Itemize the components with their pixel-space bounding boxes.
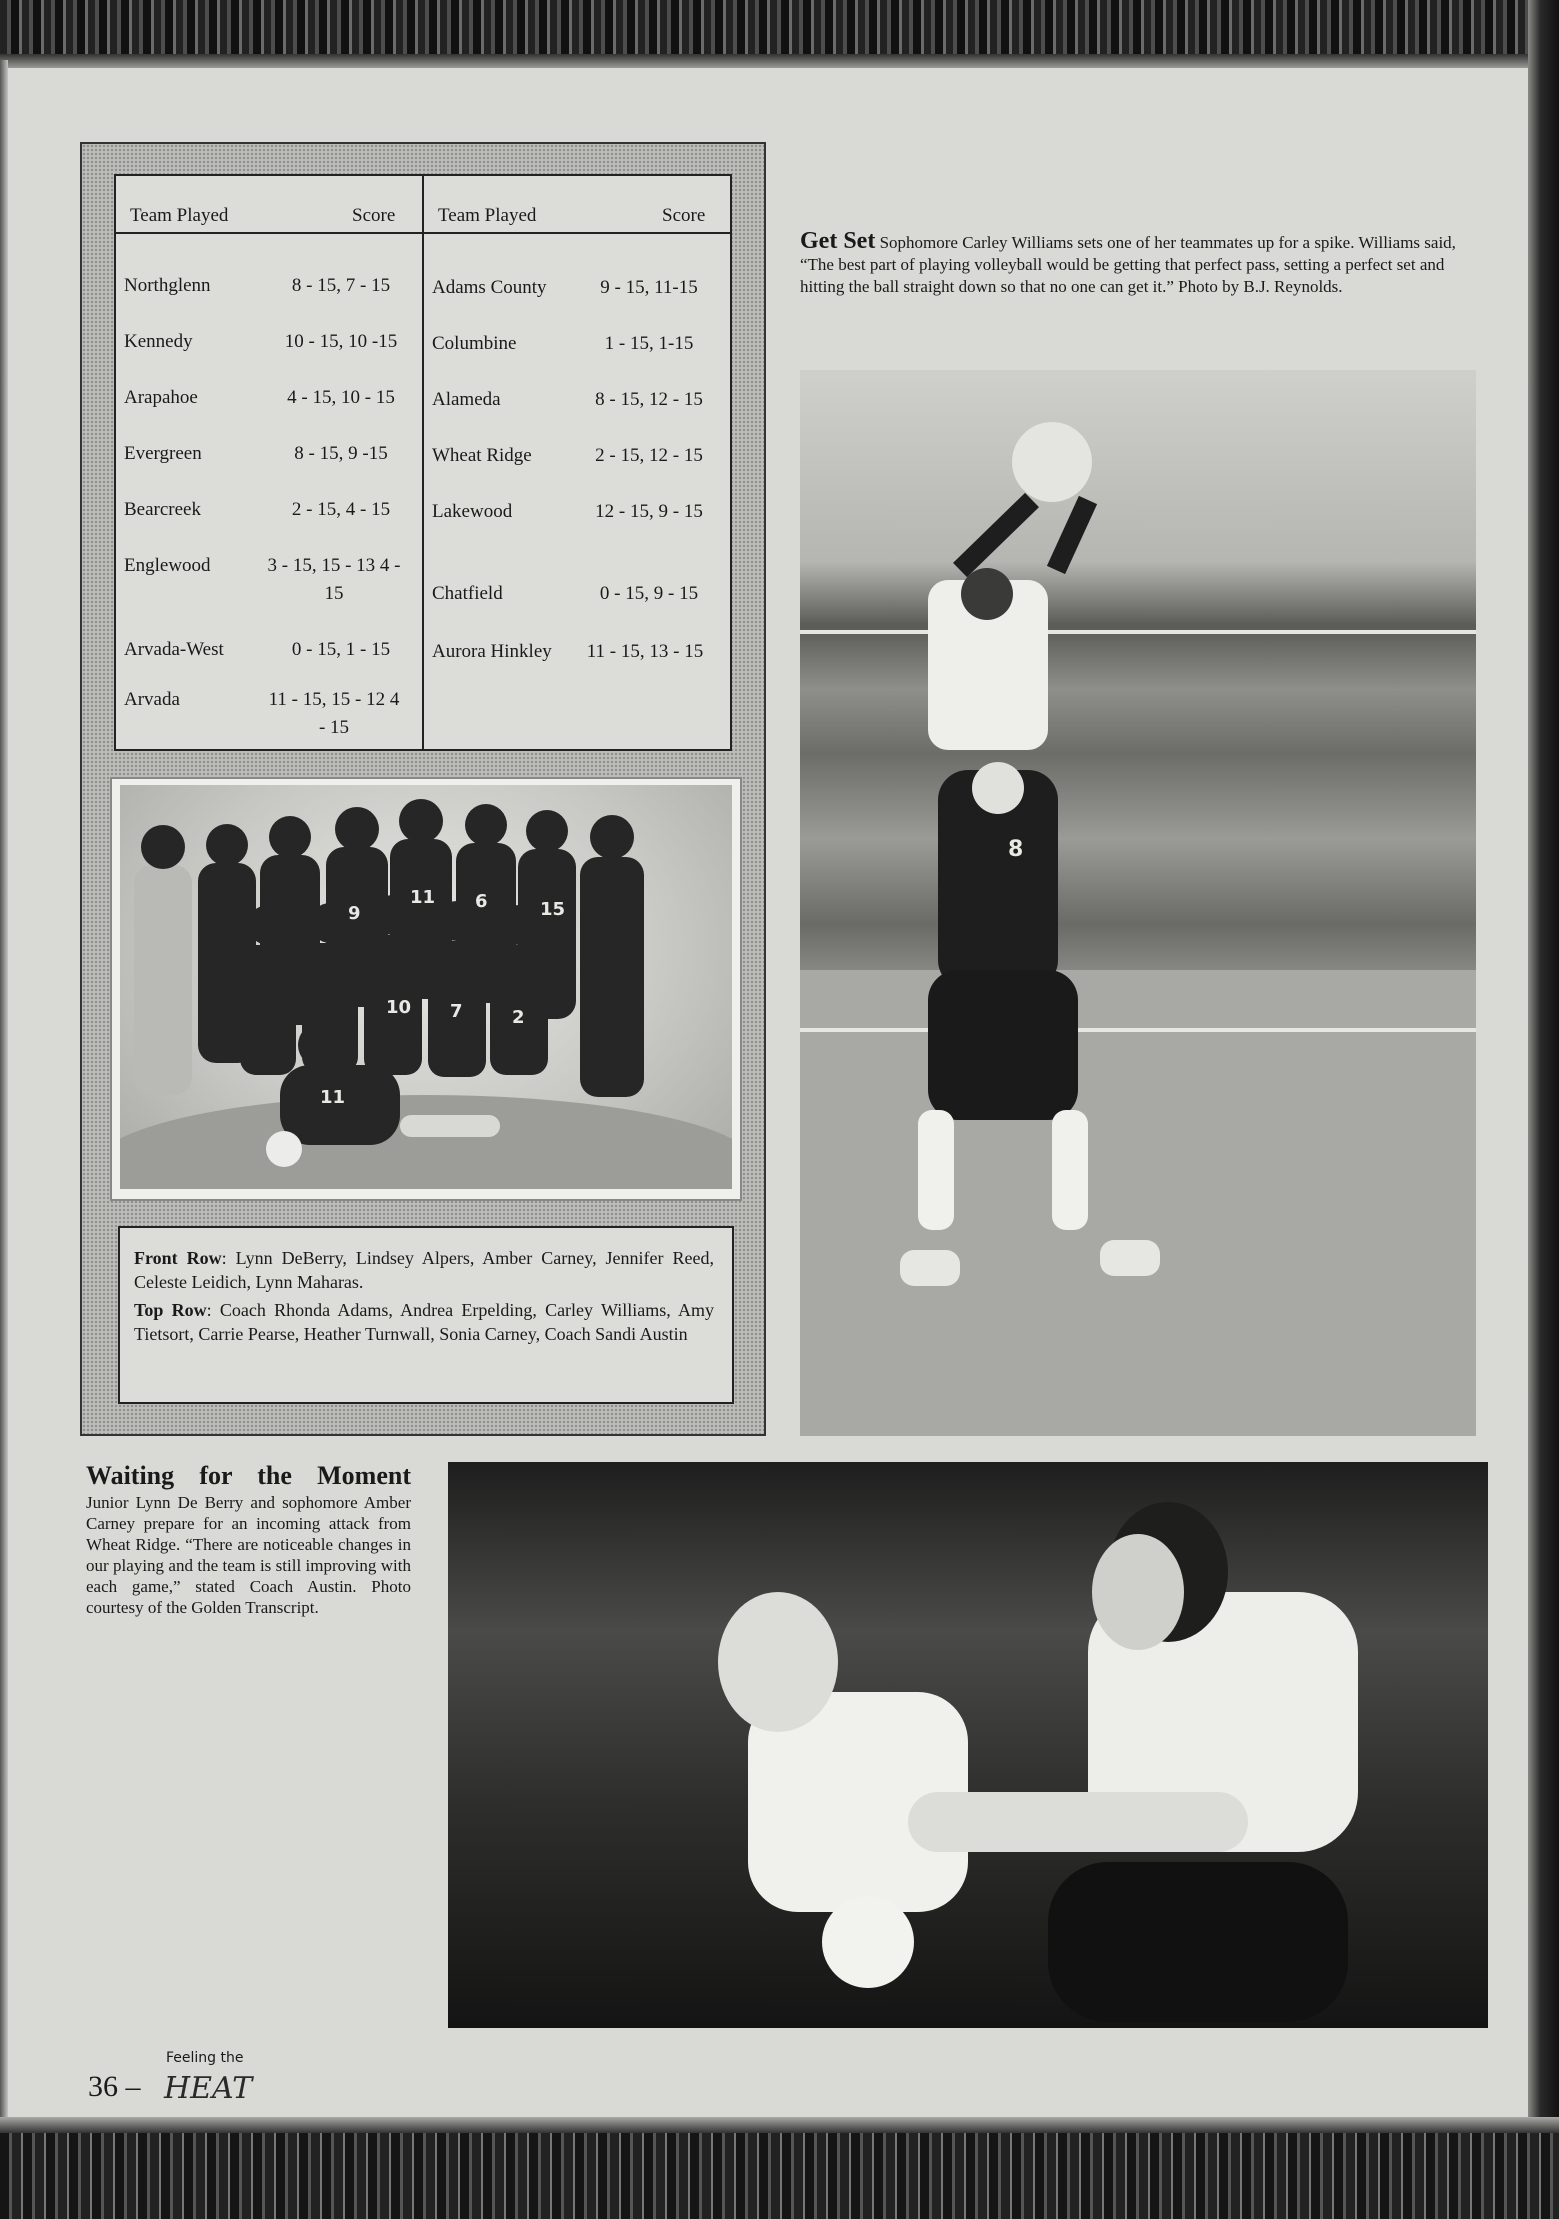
front-row-label: Front Row	[134, 1248, 222, 1268]
jersey-number: 10	[386, 997, 412, 1018]
left-score: 11 - 15, 15 - 12 4 - 15	[268, 689, 400, 738]
jersey-number: 2	[512, 1007, 525, 1028]
right-team: Wheat Ridge	[432, 445, 532, 466]
waiting-caption	[86, 1460, 411, 1618]
jersey-number: 9	[348, 903, 361, 924]
left-score: 8 - 15, 7 - 15	[291, 275, 391, 296]
folio-tagline: Feeling the	[166, 2050, 244, 2066]
setter-photo-art	[800, 370, 1476, 1436]
right-score: 12 - 15, 9 - 15	[595, 501, 703, 522]
header-team-left: Team Played	[130, 205, 229, 226]
header-team-right: Team Played	[438, 205, 537, 226]
left-score: 10 - 15, 10 -15	[284, 331, 398, 352]
top-row-names: : Coach Rhonda Adams, Andrea Erpelding, Carley Williams, Amy Tietsort, Carrie Pearse, Heather Turnwall, Sonia Carney, Coach Sandi Austin	[134, 1300, 714, 1344]
get-set-heading: Get Set	[800, 228, 876, 254]
left-team: Arvada-West	[124, 639, 224, 660]
right-score: 9 - 15, 11-15	[600, 277, 698, 298]
heat-logo	[162, 2066, 266, 2106]
jersey-number: 6	[475, 891, 488, 912]
left-team: Northglenn	[124, 275, 211, 296]
setter-photo	[800, 370, 1476, 1436]
right-score: 2 - 15, 12 - 15	[595, 445, 703, 466]
right-team: Adams County	[432, 277, 547, 298]
top-row-label: Top Row	[134, 1300, 207, 1320]
left-score: 0 - 15, 1 - 15	[291, 639, 391, 660]
waiting-body: Junior Lynn De Berry and sophomore Amber Carney prepare for an incoming attack from Wheat Ridge. “There are noticeable changes in our playing and the team is still improving with each game,” stated Coach Austin. Photo courtesy of the Golden Transcript.	[86, 1493, 411, 1617]
right-score: 8 - 15, 12 - 15	[595, 389, 703, 410]
right-team: Lakewood	[432, 501, 513, 522]
top-row-text	[134, 1298, 714, 1346]
left-score: 3 - 15, 15 - 13 4 - 15	[267, 555, 401, 604]
left-score: 4 - 15, 10 - 15	[287, 387, 395, 408]
left-team: Evergreen	[124, 443, 202, 464]
jersey-number: 8	[1008, 837, 1024, 862]
right-score: 0 - 15, 9 - 15	[599, 583, 699, 604]
waiting-heading: Waiting for the Moment	[86, 1461, 411, 1490]
roster-caption	[118, 1226, 734, 1404]
front-row-text	[134, 1246, 714, 1294]
right-team: Columbine	[432, 333, 517, 354]
left-team: Arapahoe	[124, 387, 198, 408]
front-row-names: : Lynn DeBerry, Lindsey Alpers, Amber Carney, Jennifer Reed, Celeste Leidich, Lynn Maharas.	[134, 1248, 714, 1292]
top-page-edge	[0, 0, 1559, 68]
heat-logo-text: HEAT	[164, 2071, 253, 2106]
jersey-number: 11	[320, 1087, 346, 1108]
team-photo-art	[120, 785, 732, 1189]
table-header-rule	[116, 232, 730, 234]
score-table	[114, 174, 732, 751]
jersey-number: 15	[540, 899, 566, 920]
right-team: Alameda	[432, 389, 501, 410]
dig-photo-art	[448, 1462, 1488, 2028]
jersey-number: 7	[450, 1001, 463, 1022]
left-team: Arvada	[124, 689, 180, 710]
right-score: 1 - 15, 1-15	[604, 333, 694, 354]
right-score: 11 - 15, 13 - 15	[586, 641, 704, 662]
team-photo	[120, 785, 732, 1189]
bottom-page-edge	[0, 2117, 1559, 2219]
header-score-right: Score	[662, 205, 706, 226]
left-score: 2 - 15, 4 - 15	[291, 499, 391, 520]
get-set-body: Sophomore Carley Williams sets one of her teammates up for a spike. Williams said, “The best part of playing volleyball would be getting that perfect pass, setting a perfect set and hitting the ball straight down so that no one can get it.” Photo by B.J. Reynolds.	[800, 233, 1456, 296]
left-team: Bearcreek	[124, 499, 201, 520]
left-team: Kennedy	[124, 331, 193, 352]
right-page-edge	[1528, 0, 1559, 2219]
page-number: 36 –	[88, 2070, 141, 2103]
right-team: Aurora Hinkley	[432, 641, 552, 662]
dig-photo	[448, 1462, 1488, 2028]
table-divider	[422, 176, 424, 749]
right-team: Chatfield	[432, 583, 503, 604]
left-team: Englewood	[124, 555, 211, 576]
get-set-caption	[800, 230, 1480, 298]
left-page-edge	[0, 60, 8, 2130]
jersey-number: 11	[410, 887, 436, 908]
left-score: 8 - 15, 9 -15	[294, 443, 388, 464]
header-score-left: Score	[352, 205, 396, 226]
